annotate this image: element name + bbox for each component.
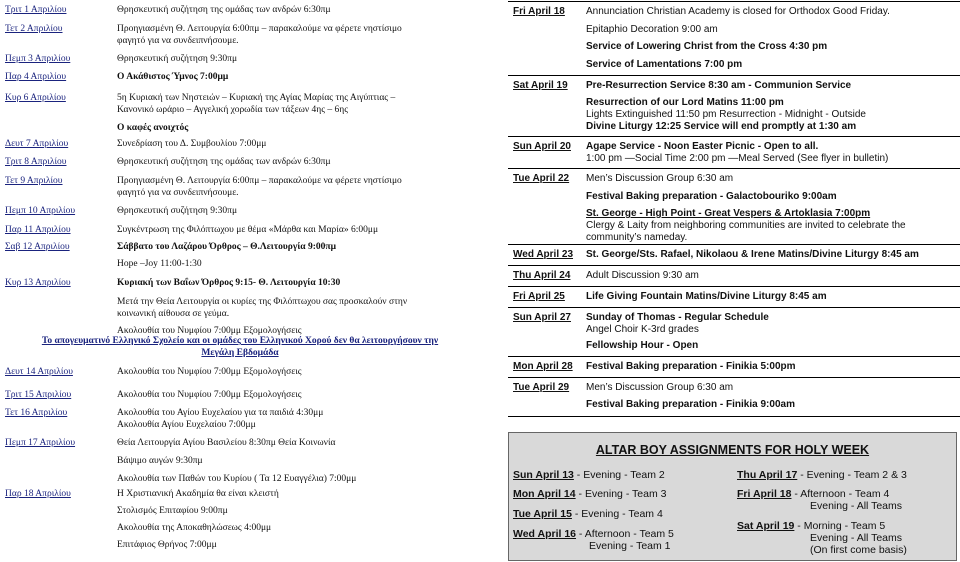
day-label: Fri April 18: [513, 6, 565, 17]
assignment-day: Sun April 13: [513, 469, 574, 481]
event-block: [586, 312, 956, 336]
day-label: Mon April 28: [513, 361, 573, 372]
day-label: Thu April 24: [513, 270, 571, 281]
event-text: Lights Extinguished 11:50 pm Resurrection - Midnight - Outside: [586, 109, 866, 120]
event-block: [586, 173, 956, 185]
divider: [508, 377, 960, 378]
greek-date: Πεμπ 3 Απριλίου: [5, 54, 71, 64]
event-text: Κανονικό ωράριο – Αγγελική χορωδία των τάξεων 4ης – 6ης: [117, 105, 348, 115]
event-text: Ακολουθία του Νυμφίου 7:00μμ Εξομολογήσεις: [117, 390, 302, 400]
greek-school-notice: [5, 335, 475, 359]
event-text: Ακολουθία των Παθών του Κυρίου ( Τα 12 Ευαγγέλια) 7:00μμ: [117, 474, 357, 484]
assignment: [513, 508, 663, 520]
event-text: community’s nameday.: [586, 232, 688, 243]
assignment-text: - Afternoon - Team 4: [791, 488, 890, 500]
day-label: Wed April 23: [513, 249, 574, 260]
event-block: [586, 399, 956, 411]
greek-date: Τετ 16 Απριλίου: [5, 408, 68, 418]
event-text: St. George - High Point - Great Vespers & Artoklasia 7:00pm: [586, 208, 871, 219]
event-text: Ο Ακάθιστος Ύμνος 7:00μμ: [117, 72, 229, 82]
event-text: Life Giving Fountain Matins/Divine Liturgy 8:45 am: [586, 291, 827, 302]
event-block: [586, 41, 956, 53]
event-text: Κυριακή των Βαΐων Όρθρος 9:15- Θ. Λειτουργία 10:30: [117, 278, 341, 288]
day-label: Tue April 29: [513, 382, 570, 393]
event-block: [586, 208, 956, 244]
divider: [508, 168, 960, 169]
assignment-text: Evening - Team 1: [589, 540, 671, 552]
event-text: Sunday of Thomas - Regular Schedule: [586, 312, 769, 323]
assignment-day: Fri April 18: [737, 488, 792, 500]
event-text: Divine Liturgy 12:25 Service will end promptly at 1:30 am: [586, 121, 857, 132]
event-text: Clergy & Laity from neighboring communities are invited to celebrate the: [586, 220, 906, 231]
event-text: Festival Baking preparation - Finikia 5:00pm: [586, 361, 796, 372]
event-text: Προηγιασμένη Θ. Λειτουργία 6:00πμ – παρακαλούμε να φέρετε νηστίσιμο: [117, 176, 402, 186]
event-text: Ακολουθία Αγίου Ευχελαίου 7:00μμ: [117, 420, 256, 430]
event-text: Angel Choir K-3rd grades: [586, 324, 699, 335]
event-text: Βάψιμο αυγών 9:30πμ: [117, 456, 203, 466]
notice-line: Το απογευματινό Ελληνικό Σχολείο και οι ομάδες του Ελληνικού Χορού δεν θα λειτουργήσουν την: [41, 336, 439, 346]
assignment-text: - Morning - Team 5: [794, 520, 886, 532]
event-text: Ο καφές ανοιχτός: [117, 123, 189, 133]
event-text: Θεία Λειτουργία Αγίου Βασιλείου 8:30πμ Θεία Κοινωνία: [117, 438, 336, 448]
event-block: [586, 291, 956, 303]
event-block: [586, 270, 956, 282]
greek-date: Παρ 4 Απριλίου: [5, 72, 67, 82]
event-text: Η Χριστιανική Ακαδημία θα είναι κλειστή: [117, 489, 279, 499]
event-text: Men’s Discussion Group 6:30 am: [586, 382, 734, 393]
assignment-text: (On first come basis): [810, 544, 907, 556]
event-text: Θρησκευτική συζήτηση της ομάδας των ανδρών 6:30πμ: [117, 5, 331, 15]
assignment-text: - Evening - Team 4: [571, 508, 663, 520]
divider: [508, 136, 960, 137]
event-text: Adult Discussion 9:30 am: [586, 270, 699, 281]
event-block: [586, 361, 956, 373]
divider: [508, 356, 960, 357]
event-text: Hope –Joy 11:00-1:30: [117, 259, 202, 269]
event-text: κοινωνική αίθουσα σε γεύμα.: [117, 309, 230, 319]
day-label: Sat April 19: [513, 80, 568, 91]
event-text: Epitaphio Decoration 9:00 am: [586, 24, 718, 35]
event-text: Agape Service - Noon Easter Picnic - Open to all.: [586, 141, 819, 152]
assignment-day: Sat April 19: [737, 520, 795, 532]
greek-date: Κυρ 6 Απριλίου: [5, 93, 66, 103]
divider: [508, 75, 960, 76]
day-label: Sun April 20: [513, 141, 571, 152]
assignment-text: Evening - All Teams: [810, 500, 903, 512]
greek-date: Πεμπ 10 Απριλίου: [5, 206, 76, 216]
greek-date: Δευτ 14 Απριλίου: [5, 367, 73, 377]
greek-date: Τριτ 1 Απριλίου: [5, 5, 67, 15]
event-block: [586, 249, 956, 261]
assignment: [513, 488, 666, 500]
event-text: Μετά την Θεία Λειτουργία οι κυρίες της Φιλόπτωχου σας προσκαλούν στην: [117, 297, 408, 307]
event-text: Annunciation Christian Academy is closed for Orthodox Good Friday.: [586, 6, 890, 17]
event-block: [586, 382, 956, 394]
event-text: Festival Baking preparation - Galactobouriko 9:00am: [586, 191, 837, 202]
event-text: Θρησκευτική συζήτηση 9:30πμ: [117, 54, 238, 64]
divider: [508, 307, 960, 308]
assignment-day: Mon April 14: [513, 488, 576, 500]
greek-date: Τετ 2 Απριλίου: [5, 24, 63, 34]
event-block: [586, 141, 956, 165]
assignment-day: Thu April 17: [737, 469, 798, 481]
day-label: Tue April 22: [513, 173, 570, 184]
event-text: Θρησκευτική συζήτηση 9:30πμ: [117, 206, 238, 216]
event-block: [586, 340, 956, 352]
assignment: [513, 528, 674, 540]
day-label: Fri April 25: [513, 291, 565, 302]
greek-date: Παρ 11 Απριλίου: [5, 225, 71, 235]
event-text: Στολισμός Επιταφίου 9:00πμ: [117, 506, 228, 516]
assignment-text: Evening - All Teams: [810, 532, 903, 544]
assignment-text: - Afternoon - Team 5: [576, 528, 674, 540]
event-text: Ακολουθία του Νυμφίου 7:00μμ Εξομολογήσεις: [117, 326, 302, 336]
notice-line: Μεγάλη Εβδομάδα: [201, 348, 279, 358]
event-block: [586, 6, 956, 36]
greek-date: Τετ 9 Απριλίου: [5, 176, 63, 186]
event-text: φαγητό για να συνδειπνήσουμε.: [117, 188, 239, 198]
divider: [508, 1, 960, 2]
event-text: φαγητό για να συνδειπνήσουμε.: [117, 36, 239, 46]
assignment: [737, 488, 889, 500]
event-text: Pre-Resurrection Service 8:30 am - Communion Service: [586, 80, 852, 91]
greek-date: Τριτ 8 Απριλίου: [5, 157, 67, 167]
event-text: Service of Lowering Christ from the Cross 4:30 pm: [586, 41, 828, 52]
event-text: Συνεδρίαση του Δ. Συμβουλίου 7:00μμ: [117, 139, 267, 149]
greek-date: Δευτ 7 Απριλίου: [5, 139, 69, 149]
event-block: [586, 80, 956, 92]
assignment-text: - Evening - Team 2 & 3: [797, 469, 907, 481]
event-text: Προηγιασμένη Θ. Λειτουργία 6:00πμ – παρακαλούμε να φέρετε νηστίσιμο: [117, 24, 402, 34]
assignment-text: - Evening - Team 2: [573, 469, 665, 481]
event-text: Σάββατο του Λαζάρου Όρθρος – Θ.Λειτουργία 9:00πμ: [117, 242, 336, 252]
event-text: Ακολουθία του Αγίου Ευχελαίου για τα παιδιά 4:30μμ: [117, 408, 324, 418]
greek-date: Πεμπ 17 Απριλίου: [5, 438, 76, 448]
assignment: [737, 469, 907, 481]
assignment-day: Wed April 16: [513, 528, 577, 540]
event-text: Θρησκευτική συζήτηση της ομάδας των ανδρών 6:30πμ: [117, 157, 331, 167]
assignment-day: Tue April 15: [513, 508, 572, 520]
event-block: [586, 191, 956, 203]
event-text: Festival Baking preparation - Finikia 9:00am: [586, 399, 795, 410]
greek-date: Παρ 18 Απριλίου: [5, 489, 71, 499]
event-text: Ακολουθία της Αποκαθηλώσεως 4:00μμ: [117, 523, 272, 533]
event-text: Συγκέντρωση της Φιλόπτωχου με θέμα «Μάρθα και Μαρία» 6:00μμ: [117, 225, 379, 235]
event-text: Ακολουθία του Νυμφίου 7:00μμ Εξομολογήσεις: [117, 367, 302, 377]
event-text: St. George/Sts. Rafael, Nikolaou & Irene Matins/Divine Liturgy 8:45 am: [586, 249, 919, 260]
divider: [508, 265, 960, 266]
day-label: Sun April 27: [513, 312, 571, 323]
event-text: Men’s Discussion Group 6:30 am: [586, 173, 734, 184]
event-text: Επιτάφιος Θρήνος 7:00μμ: [117, 540, 217, 550]
event-text: Fellowship Hour - Open: [586, 340, 699, 351]
divider: [508, 416, 960, 417]
event-block: [586, 59, 956, 71]
event-block: [586, 97, 956, 133]
event-text: Resurrection of our Lord Matins 11:00 pm: [586, 97, 784, 108]
divider: [508, 244, 960, 245]
event-text: Service of Lamentations 7:00 pm: [586, 59, 743, 70]
altar-title: ALTAR BOY ASSIGNMENTS FOR HOLY WEEK: [595, 443, 870, 457]
divider: [508, 286, 960, 287]
event-text: 1:00 pm —Social Time 2:00 pm —Meal Served (See flyer in bulletin): [586, 153, 889, 164]
greek-date: Τριτ 15 Απριλίου: [5, 390, 72, 400]
assignment-text: - Evening - Team 3: [575, 488, 667, 500]
assignment: [737, 520, 885, 532]
assignment: [513, 469, 665, 481]
event-text: 5η Κυριακή των Νηστειών – Κυριακή της Αγίας Μαρίας της Αιγύπτιας –: [117, 93, 396, 103]
greek-date: Κυρ 13 Απριλίου: [5, 278, 71, 288]
altar-boy-assignments: [508, 432, 957, 561]
greek-date: Σαβ 12 Απριλίου: [5, 242, 70, 252]
